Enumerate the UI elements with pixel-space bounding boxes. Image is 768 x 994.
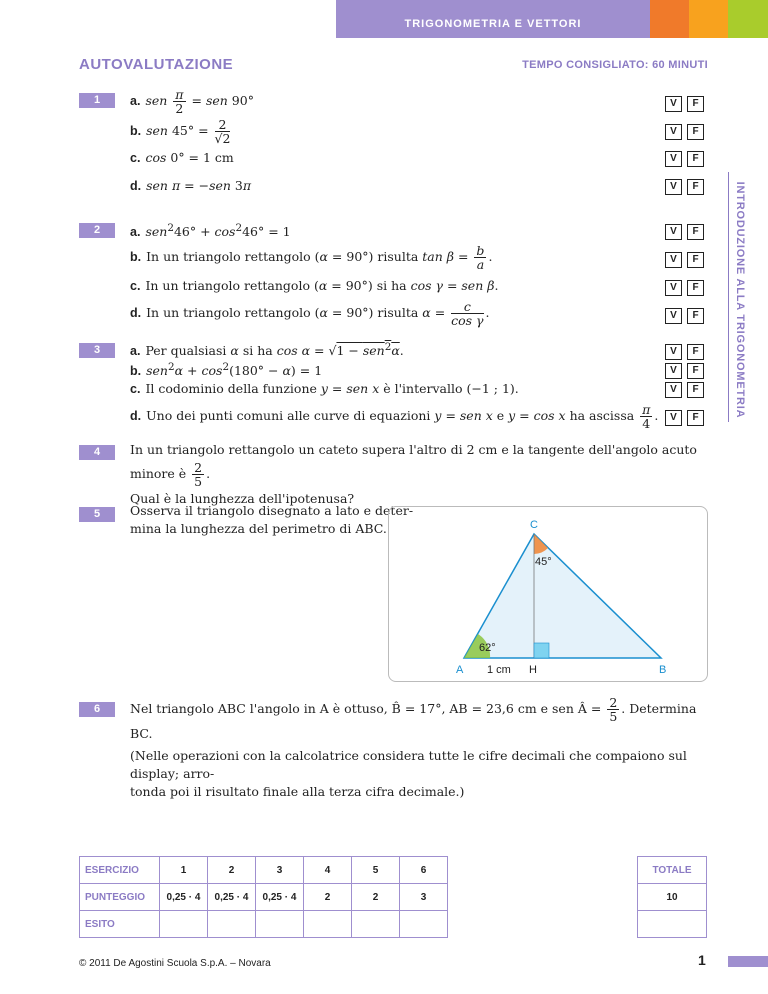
- false-box[interactable]: F: [687, 179, 704, 195]
- exercise-5-text: [130, 502, 413, 538]
- exercise-number-2: 2: [79, 223, 115, 238]
- exercise-6-line2: (Nelle operazioni con la calcolatrice considera tutte le cifre decimali che compaiono sul display; arro-: [130, 748, 687, 781]
- false-box[interactable]: F: [687, 252, 704, 268]
- exercise-col: 2: [208, 857, 256, 884]
- exercise-number-4: 4: [79, 445, 115, 460]
- exercise-4-text: In un triangolo rettangolo un cateto supera l'altro di 2 cm e la tangente dell'angolo acuto minore è $\frac{2}{5}$ . Qual è la lunghezza dell'ipotenusa?: [130, 439, 720, 510]
- result-cell[interactable]: [400, 911, 448, 938]
- total-result-cell[interactable]: [638, 911, 707, 938]
- banner-yellow-block: [689, 0, 728, 38]
- total-label: TOTALE: [638, 857, 707, 884]
- banner-orange-block: [650, 0, 689, 38]
- false-box[interactable]: F: [687, 410, 704, 426]
- false-box[interactable]: F: [687, 308, 704, 324]
- vf-1d[interactable]: [665, 177, 709, 195]
- exercise-2b: b. In un triangolo rettangolo (α = 90°) risulta tan β = $\frac{b}{a}$ .: [130, 243, 493, 272]
- exercise-number-3: 3: [79, 343, 115, 358]
- true-box[interactable]: V: [665, 363, 682, 379]
- vf-3d[interactable]: [665, 408, 709, 426]
- score-table-row-points: [80, 884, 448, 911]
- row-label-exercise: ESERCIZIO: [80, 857, 160, 884]
- vf-2c[interactable]: [665, 278, 709, 296]
- exercise-1c: c. cos 0° = 1 cm: [130, 150, 234, 165]
- vf-1c[interactable]: [665, 149, 709, 167]
- points-cell: 2: [352, 884, 400, 911]
- vertex-c-label: C: [530, 519, 538, 531]
- score-table: [79, 856, 448, 938]
- triangle-diagram: [389, 507, 707, 681]
- points-cell: 0,25 · 4: [208, 884, 256, 911]
- false-box[interactable]: F: [687, 224, 704, 240]
- exercise-1a: a. sen $\frac{\pi}{2}$ = sen 90°: [130, 87, 254, 116]
- exercise-6-line3: tonda poi il risultato finale alla terza cifra decimale.): [130, 784, 465, 799]
- true-box[interactable]: V: [665, 96, 682, 112]
- vf-2d[interactable]: [665, 306, 709, 324]
- false-box[interactable]: F: [687, 124, 704, 140]
- angle-c-label: 45°: [535, 556, 552, 568]
- true-box[interactable]: V: [665, 344, 682, 360]
- foot-h-label: H: [529, 664, 537, 676]
- exercise-1d: d. sen π = −sen 3π: [130, 178, 252, 193]
- true-box[interactable]: V: [665, 124, 682, 140]
- result-cell[interactable]: [352, 911, 400, 938]
- vertex-b-label: B: [659, 664, 667, 676]
- exercise-6-line1-end: . Determina BC.: [130, 701, 697, 741]
- true-box[interactable]: V: [665, 151, 682, 167]
- triangle-figure: [388, 506, 708, 682]
- true-box[interactable]: V: [665, 224, 682, 240]
- points-cell: 3: [400, 884, 448, 911]
- vf-3c[interactable]: [665, 380, 709, 398]
- right-angle-marker: [534, 643, 549, 658]
- exercise-5-line2: mina la lunghezza del perimetro di ABC.: [130, 521, 387, 536]
- exercise-1b: b. sen 45° = $\frac{2}{√2}$: [130, 117, 231, 146]
- false-box[interactable]: F: [687, 344, 704, 360]
- false-box[interactable]: F: [687, 363, 704, 379]
- copyright-footer: © 2011 De Agostini Scuola S.p.A. – Novara: [79, 958, 271, 969]
- exercise-4-line1: In un triangolo rettangolo un cateto supera l'altro di 2 cm e la tangente dell'angolo acuto minore è: [130, 442, 697, 481]
- total-value: 10: [638, 884, 707, 911]
- exercise-3b: b. $sen^2\alpha + \cos^2(180^\circ - \alpha) = 1$: [130, 361, 323, 379]
- points-cell: 2: [304, 884, 352, 911]
- angle-a-label: 62°: [479, 642, 496, 654]
- exercise-6-line1: Nel triangolo ABC l'angolo in A è ottuso, B̂ = 17°, AB = 23,6 cm e sen Â =: [130, 701, 602, 716]
- page-title: AUTOVALUTAZIONE: [79, 56, 234, 73]
- triangle-abc: [464, 534, 661, 658]
- vertex-a-label: A: [456, 664, 464, 676]
- true-box[interactable]: V: [665, 179, 682, 195]
- result-cell[interactable]: [208, 911, 256, 938]
- true-box[interactable]: V: [665, 410, 682, 426]
- exercise-col: 1: [160, 857, 208, 884]
- exercise-3c: c. Il codominio della funzione y = sen x è l'intervallo (−1 ; 1).: [130, 381, 519, 396]
- score-table-row-exercise: [80, 857, 448, 884]
- false-box[interactable]: F: [687, 382, 704, 398]
- exercise-number-5: 5: [79, 507, 115, 522]
- vf-1a[interactable]: [665, 94, 709, 112]
- row-label-points: PUNTEGGIO: [80, 884, 160, 911]
- side-tab-line: [728, 172, 729, 422]
- exercise-col: 4: [304, 857, 352, 884]
- true-box[interactable]: V: [665, 382, 682, 398]
- false-box[interactable]: F: [687, 151, 704, 167]
- vf-2a[interactable]: [665, 222, 709, 240]
- true-box[interactable]: V: [665, 252, 682, 268]
- banner-title: TRIGONOMETRIA E VETTORI: [404, 18, 582, 30]
- suggested-time: TEMPO CONSIGLIATO: 60 MINUTI: [522, 59, 708, 71]
- vf-3b[interactable]: [665, 361, 709, 379]
- vf-3a[interactable]: [665, 342, 709, 360]
- points-cell: 0,25 · 4: [160, 884, 208, 911]
- side-tab-label: INTRODUZIONE ALLA TRIGONOMETRIA: [734, 181, 746, 419]
- exercise-col: 3: [256, 857, 304, 884]
- vf-1b[interactable]: [665, 122, 709, 140]
- true-box[interactable]: V: [665, 280, 682, 296]
- result-cell[interactable]: [256, 911, 304, 938]
- exercise-2a: a. $sen^246^\circ + \cos^246^\circ = 1$: [130, 222, 291, 240]
- points-cell: 0,25 · 4: [256, 884, 304, 911]
- exercise-2d: d. In un triangolo rettangolo (α = 90°) risulta α = $\frac{c}{\text{cos γ}}$ .: [130, 299, 490, 328]
- false-box[interactable]: F: [687, 280, 704, 296]
- segment-ah-label: 1 cm: [487, 664, 511, 676]
- exercise-3d: d. Uno dei punti comuni alle curve di equazioni y = sen x e y = cos x ha ascissa $\frac{\pi}{4}$ .: [130, 402, 659, 431]
- result-cell[interactable]: [160, 911, 208, 938]
- exercise-4-line2: Qual è la lunghezza dell'ipotenusa?: [130, 491, 355, 506]
- banner-green-block: [728, 0, 768, 38]
- exercise-5-line1: Osserva il triangolo disegnato a lato e deter-: [130, 503, 414, 518]
- page-number-bar: [728, 956, 768, 967]
- exercise-col: 6: [400, 857, 448, 884]
- exercise-number-6: 6: [79, 702, 115, 717]
- exercise-col: 5: [352, 857, 400, 884]
- exercise-4-fraction: $\frac{2}{5}$: [194, 460, 203, 489]
- result-cell[interactable]: [304, 911, 352, 938]
- false-box[interactable]: F: [687, 96, 704, 112]
- page-number: 1: [698, 952, 706, 968]
- exercise-6-text: [130, 696, 720, 801]
- total-table: [637, 856, 707, 938]
- top-banner: [0, 0, 768, 38]
- score-table-row-result: [80, 911, 448, 938]
- exercise-2c: c. In un triangolo rettangolo (α = 90°) si ha cos γ = sen β.: [130, 278, 499, 293]
- true-box[interactable]: V: [665, 308, 682, 324]
- vf-2b[interactable]: [665, 250, 709, 268]
- exercise-6-fraction: $\frac{2}{5}$: [609, 695, 618, 724]
- row-label-result: ESITO: [80, 911, 160, 938]
- exercise-number-1: 1: [79, 93, 115, 108]
- exercise-3a: a. Per qualsiasi α si ha cos α = √1 − sen$^2$α.: [130, 341, 404, 359]
